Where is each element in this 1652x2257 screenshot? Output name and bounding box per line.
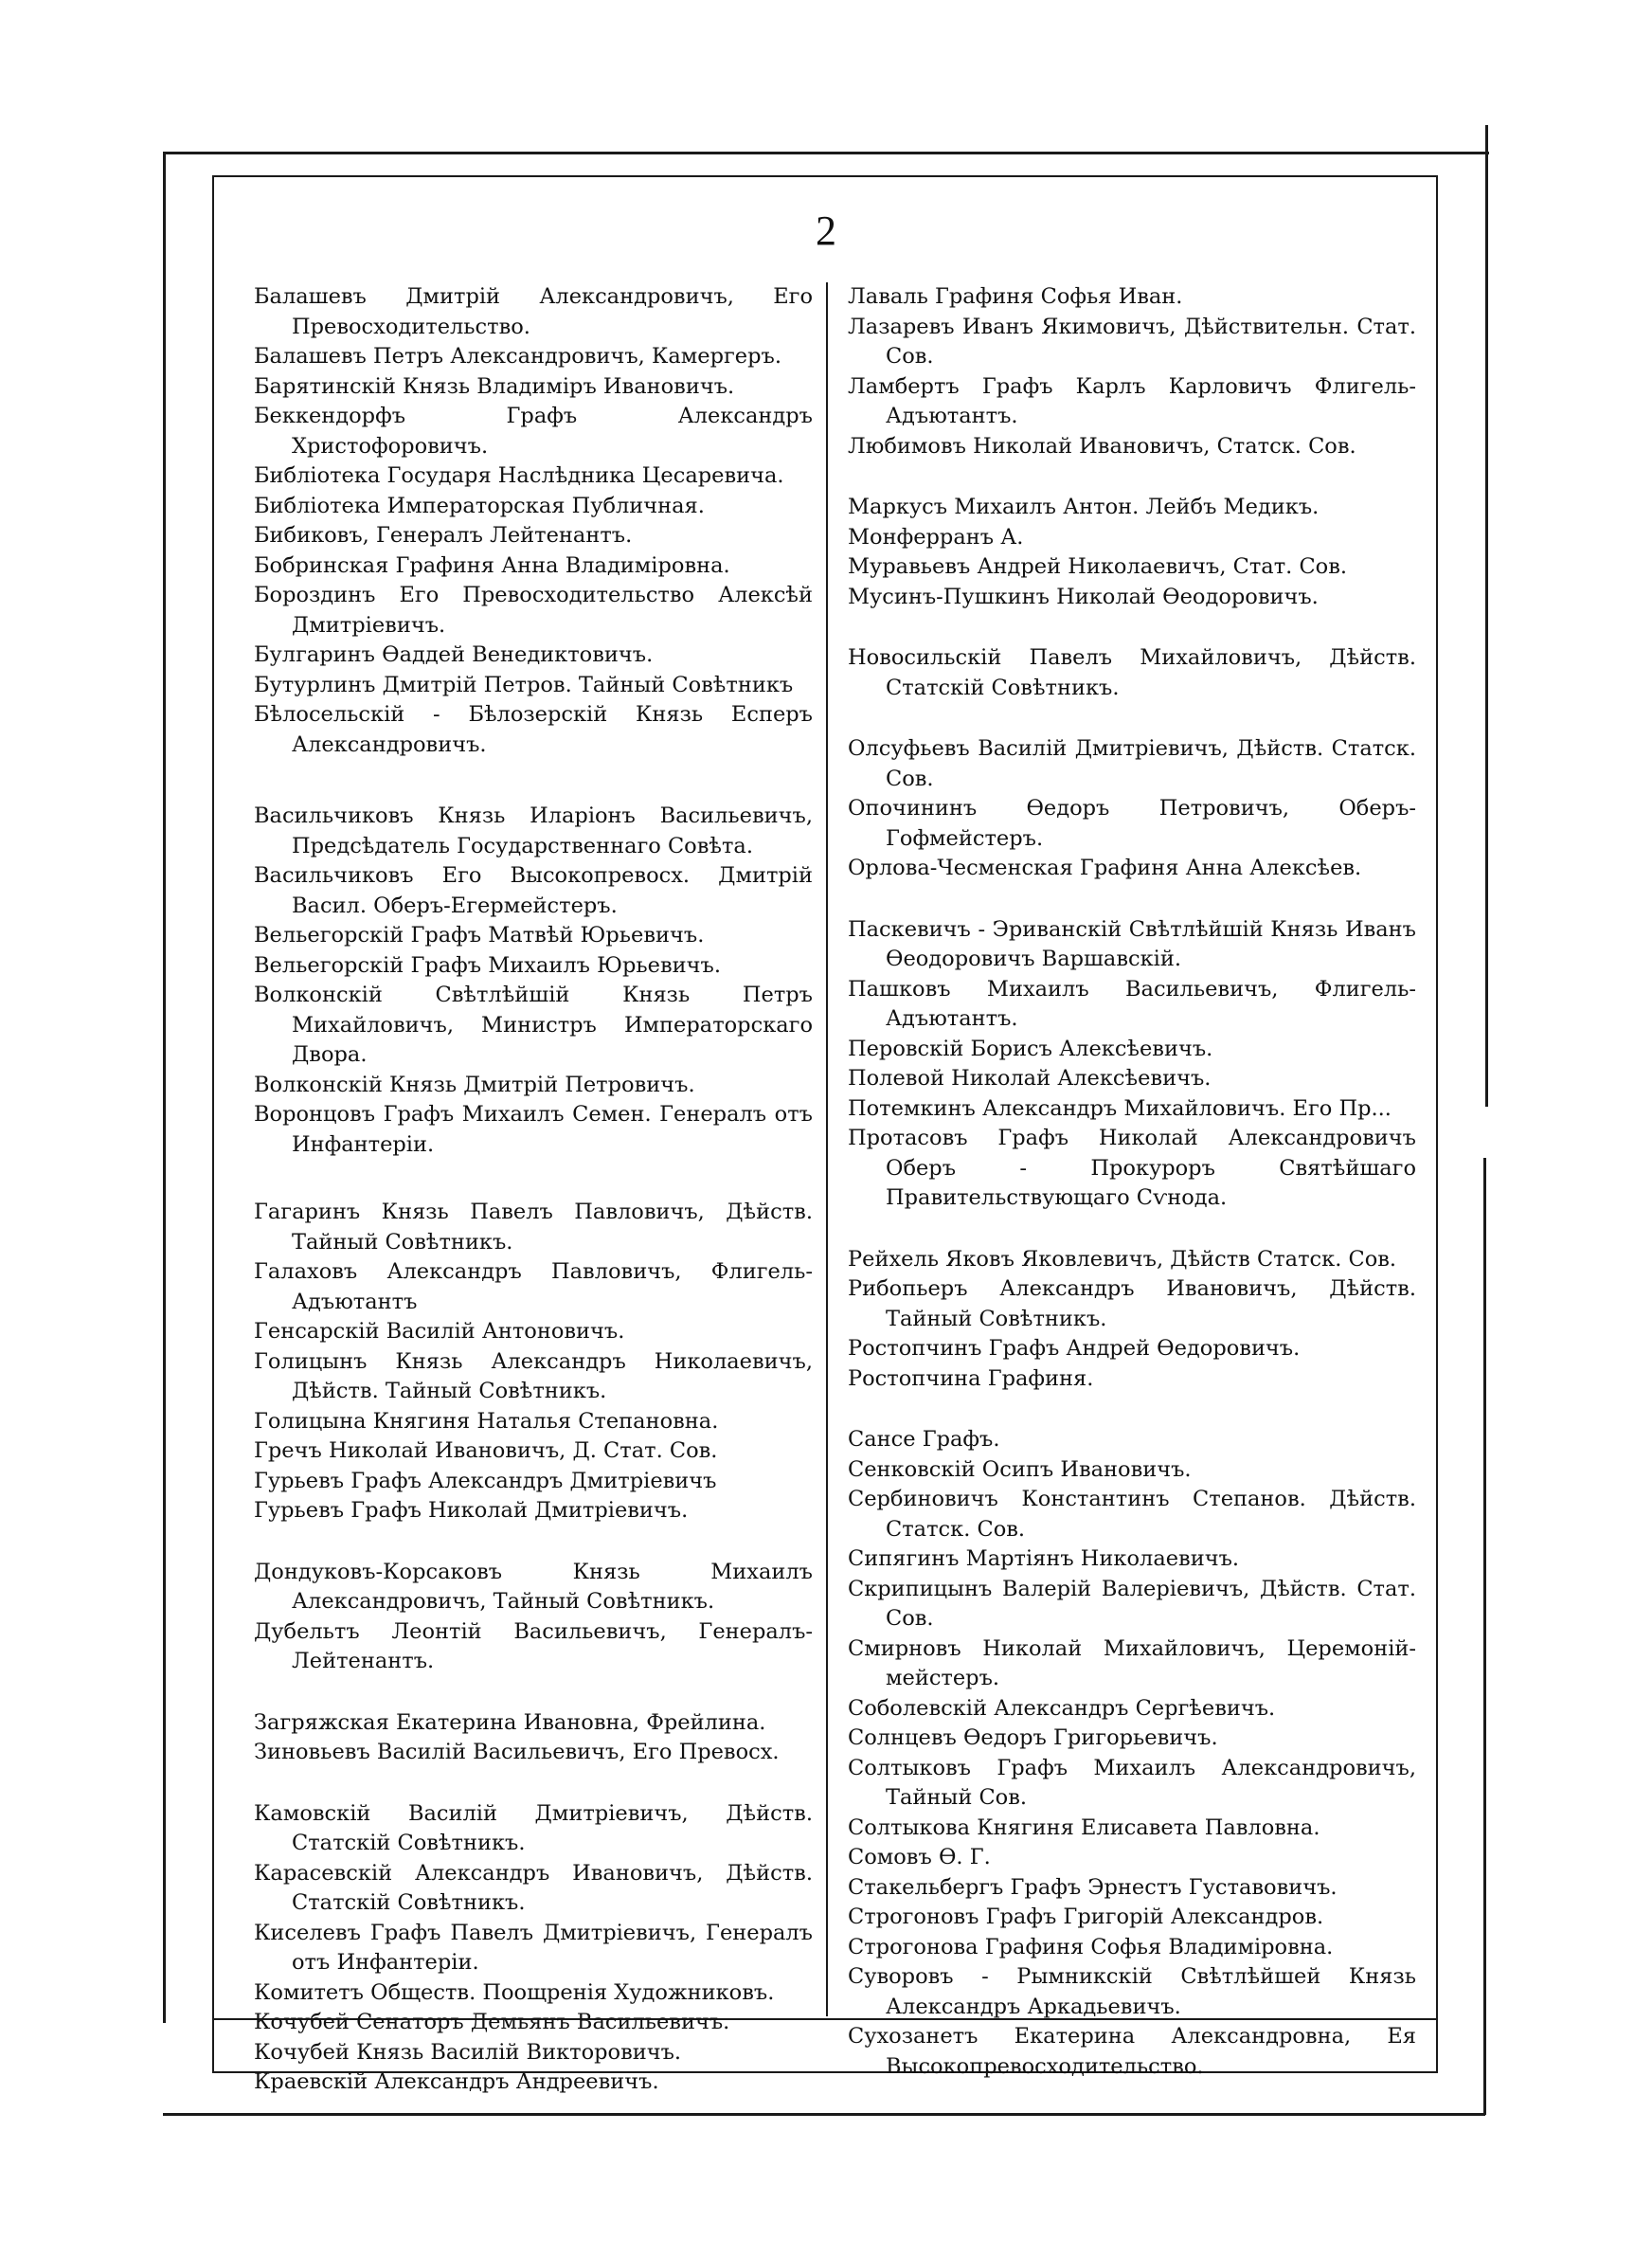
left-column — [254, 282, 813, 2098]
list-item: Комитетъ Обществ. Поощренія Художниковъ. — [254, 1979, 775, 2005]
list-item: Сенковскій Осипъ Ивановичъ. — [848, 1456, 1192, 1482]
list-item: Балашевъ Петръ Александровичъ, Камергеръ. — [254, 344, 781, 369]
inner-frame-top — [212, 175, 1438, 177]
list-item: Бутурлинъ Дмитрій Петров. Тайный Совѣтникъ — [254, 672, 794, 697]
group-n — [848, 643, 1416, 703]
inner-frame-left — [212, 175, 214, 2072]
list-item: Библіотека Императорская Публичная. — [254, 493, 705, 518]
column-divider — [826, 282, 828, 2016]
list-item: Паскевичъ - Эриванскій Свѣтлѣйшій Князь Иванъ Ѳеодоровичъ Варшавскій. — [848, 916, 1416, 971]
list-item: Лазаревъ Иванъ Якимовичъ, Дѣйствительн. Стат. Сов. — [848, 314, 1416, 369]
list-item: Лаваль Графиня Софья Иван. — [848, 284, 1183, 309]
group-r — [848, 1245, 1416, 1395]
list-item: Голицынъ Князь Александръ Николаевичъ, Дѣйств. Тайный Совѣтникъ. — [254, 1348, 813, 1403]
list-item: Ламбертъ Графъ Карлъ Карловичъ Флигель-Адъютантъ. — [848, 373, 1416, 428]
group-k — [254, 1799, 813, 2098]
list-item: Голицына Княгиня Наталья Степановна. — [254, 1408, 719, 1434]
list-item: Смирновъ Николай Михайловичъ, Церемоній-мейстеръ. — [848, 1635, 1416, 1690]
list-item: Олсуфьевъ Василій Дмитріевичъ, Дѣйств. Статск. Сов. — [848, 736, 1416, 791]
list-item: Воронцовъ Графъ Михаилъ Семен. Генералъ отъ Инфантеріи. — [254, 1102, 813, 1157]
inner-frame-right — [1436, 175, 1438, 2072]
list-item: Галаховъ Александръ Павловичъ, Флигель-Адъютантъ — [254, 1259, 813, 1314]
list-item: Протасовъ Графъ Николай Александровичъ Оберъ - Прокуроръ Святѣйшаго Правительствующаго Сѵнода. — [848, 1126, 1416, 1210]
group-s — [848, 1425, 1416, 2082]
list-item: Любимовъ Николай Ивановичъ, Статск. Сов. — [848, 433, 1356, 459]
list-item: Васильчиковъ Его Высокопревосх. Дмитрій Васил. Оберъ-Егермейстеръ. — [254, 863, 813, 918]
group-p — [848, 915, 1416, 1214]
list-item: Рибопьеръ Александръ Ивановичъ, Дѣйств. Тайный Совѣтникъ. — [848, 1276, 1416, 1331]
list-item: Сансе Графъ. — [848, 1427, 1000, 1452]
list-item: Соболевскій Александръ Сергѣевичъ. — [848, 1695, 1276, 1721]
list-item: Суворовъ - Рымникскій Свѣтлѣйшей Князь Александръ Аркадьевичъ. — [848, 1964, 1416, 2019]
list-item: Зиновьевъ Василій Васильевичъ, Его Превосх. — [254, 1740, 780, 1764]
list-item: Солтыкова Княгиня Елисавета Павловна. — [848, 1815, 1320, 1840]
list-item: Маркусъ Михаилъ Антон. Лейбъ Медикъ. — [848, 495, 1320, 519]
list-item: Библіотека Государя Наслѣдника Цесаревича. — [254, 463, 784, 488]
list-item: Муравьевъ Андрей Николаевичъ, Стат. Сов. — [848, 554, 1348, 579]
list-item: Васильчиковъ Князь Иларіонъ Васильевичъ, Предсѣдатель Государственнаго Совѣта. — [254, 803, 813, 858]
list-item: Рейхель Яковъ Яковлевичъ, Дѣйств Статск. Сов. — [848, 1246, 1397, 1272]
list-item: Краевскій Александръ Андреевичъ. — [254, 2069, 659, 2094]
outer-frame-top — [163, 152, 1489, 154]
list-item: Кочубей Князь Василій Викторовичъ. — [254, 2039, 682, 2065]
list-item: Карасевскій Александръ Ивановичъ, Дѣйств. Статскій Совѣтникъ. — [254, 1860, 813, 1915]
right-column — [848, 282, 1416, 2082]
list-item: Волконскій Князь Дмитрій Петровичъ. — [254, 1072, 695, 1097]
list-item: Барятинскій Князь Владиміръ Ивановичъ. — [254, 373, 735, 399]
list-item: Сербиновичъ Константинъ Степанов. Дѣйств. Статск. Сов. — [848, 1487, 1416, 1542]
group-z — [254, 1708, 813, 1768]
list-item: Бобринская Графиня Анна Владиміровна. — [254, 552, 730, 578]
group-v — [254, 802, 813, 1160]
group-d — [254, 1558, 813, 1677]
list-item: Солтыковъ Графъ Михаилъ Александровичъ, Тайный Сов. — [848, 1755, 1416, 1810]
list-item: Сипягинъ Мартіянъ Николаевичъ. — [848, 1546, 1240, 1571]
page-number: 2 — [816, 208, 836, 254]
list-item: Сомовъ Ѳ. Г. — [848, 1845, 991, 1869]
group-m — [848, 493, 1416, 612]
list-item: Булгаринъ Ѳаддей Венедиктовичъ. — [254, 642, 654, 667]
list-item: Вельегорскій Графъ Михаилъ Юрьевичъ. — [254, 952, 721, 978]
list-item: Скрипицынъ Валерій Валеріевичъ, Дѣйств. Стат. Сов. — [848, 1576, 1416, 1631]
list-item: Бороздинъ Его Превосходительство Алексѣй Дмитріевичъ. — [254, 583, 813, 638]
list-item: Кочубей Сенаторъ Демьянъ Васильевичъ. — [254, 2010, 730, 2034]
list-item: Орлова-Чесменская Графиня Анна Алексѣев. — [848, 856, 1362, 880]
list-item: Новосильскій Павелъ Михайловичъ, Дѣйств. Статскій Совѣтникъ. — [848, 645, 1416, 700]
list-item: Гурьевъ Графъ Александръ Дмитріевичъ — [254, 1468, 717, 1493]
list-item: Потемкинъ Александръ Михайловичъ. Его Пр... — [848, 1095, 1392, 1121]
list-item: Сухозанетъ Екатерина Александровна, Ея Высокопревосходительство. — [848, 2024, 1416, 2079]
list-item: Киселевъ Графъ Павелъ Дмитріевичъ, Генералъ отъ Инфантеріи. — [254, 1920, 813, 1975]
group-l — [848, 282, 1416, 461]
list-item: Солнцевъ Ѳедоръ Григорьевичъ. — [848, 1725, 1218, 1750]
list-item: Дондуковъ-Корсаковъ Князь Михаилъ Александровичъ, Тайный Совѣтникъ. — [254, 1559, 813, 1614]
list-item: Гагаринъ Князь Павелъ Павловичъ, Дѣйств. Тайный Совѣтникъ. — [254, 1200, 813, 1255]
outer-frame-right-lower — [1483, 1158, 1486, 2115]
list-item: Генсарскій Василій Антоновичъ. — [254, 1319, 625, 1344]
list-item: Балашевъ Дмитрій Александровичъ, Его Превосходительство. — [254, 284, 813, 339]
list-item: Ростопчина Графиня. — [848, 1365, 1094, 1391]
list-item: Волконскій Свѣтлѣйшій Князь Петръ Михайловичъ, Министръ Императорскаго Двора. — [254, 983, 813, 1067]
list-item: Беккендорфъ Графъ Александръ Христофоровичъ. — [254, 404, 813, 459]
list-item: Строгонова Графиня Софья Владиміровна. — [848, 1934, 1334, 1959]
list-item: Монферранъ А. — [848, 524, 1024, 550]
list-item: Гурьевъ Графъ Николай Дмитріевичъ. — [254, 1498, 689, 1523]
list-item: Гречъ Николай Ивановичъ, Д. Стат. Сов. — [254, 1438, 718, 1463]
list-item: Пашковъ Михаилъ Васильевичъ, Флигель-Адъютантъ. — [848, 976, 1416, 1031]
group-g — [254, 1198, 813, 1526]
list-item: Вельегорскій Графъ Матвѣй Юрьевичъ. — [254, 923, 705, 948]
group-o — [848, 734, 1416, 884]
list-item: Полевой Николай Алексѣевичъ. — [848, 1066, 1212, 1091]
list-item: Бѣлосельскій - Бѣлозерскій Князь Есперъ Александровичъ. — [254, 702, 813, 757]
list-item: Мусинъ-Пушкинъ Николай Ѳеодоровичъ. — [848, 584, 1319, 609]
list-item: Бибиковъ, Генералъ Лейтенантъ. — [254, 523, 633, 548]
group-b — [254, 282, 813, 760]
list-item: Камовскій Василій Дмитріевичъ, Дѣйств. Статскій Совѣтникъ. — [254, 1800, 813, 1855]
list-item: Загряжская Екатерина Ивановна, Фрейлина. — [254, 1709, 766, 1735]
list-item: Ростопчинъ Графъ Андрей Ѳедоровичъ. — [848, 1336, 1301, 1361]
outer-frame-bottom — [163, 2113, 1485, 2116]
list-item: Дубельтъ Леонтій Васильевичъ, Генералъ-Лейтенантъ. — [254, 1618, 813, 1673]
list-item: Строгоновъ Графъ Григорій Александров. — [848, 1905, 1324, 1929]
list-item: Опочининъ Ѳедоръ Петровичъ, Оберъ-Гофмейстеръ. — [848, 796, 1416, 851]
list-item: Стакельбергъ Графъ Эрнестъ Густавовичъ. — [848, 1874, 1338, 1900]
outer-frame-right — [1485, 125, 1488, 1107]
outer-frame-left — [163, 152, 166, 2023]
list-item: Перовскій Борисъ Алексѣевичъ. — [848, 1036, 1213, 1061]
